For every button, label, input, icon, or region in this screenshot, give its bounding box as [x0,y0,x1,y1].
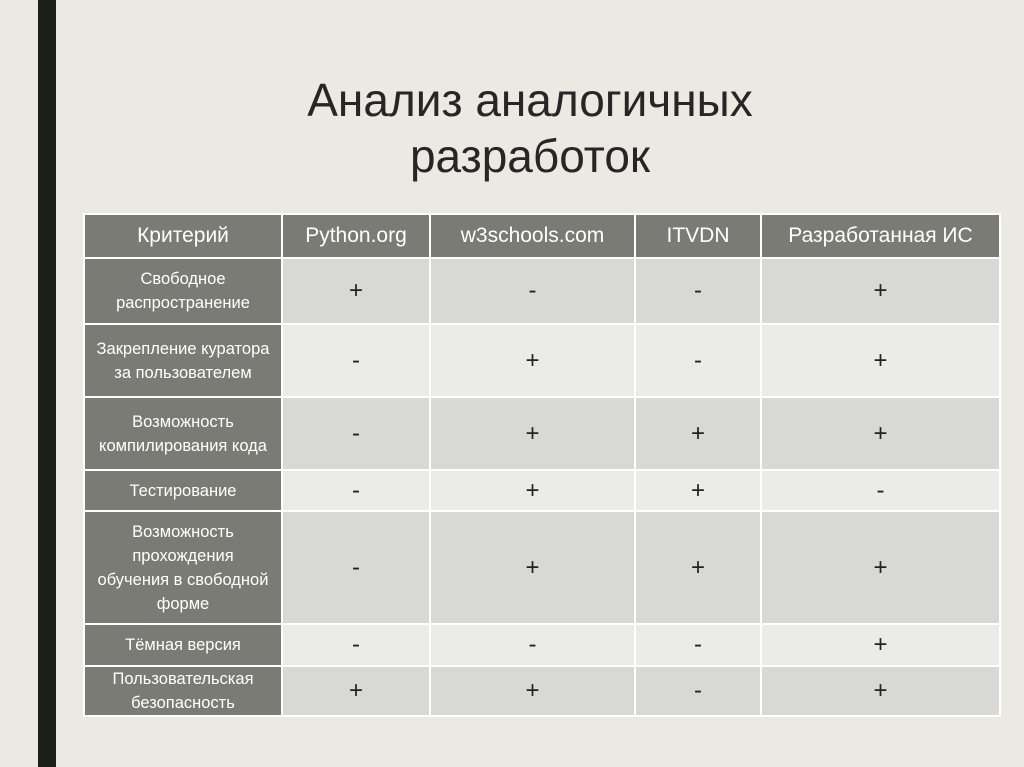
value-cell: + [430,511,635,624]
value-cell: + [761,511,1000,624]
value-cell: + [430,324,635,397]
header-criterion: Критерий [84,214,282,258]
value-cell: - [430,624,635,666]
value-cell: + [282,666,430,716]
value-cell: - [761,470,1000,511]
comparison-table [83,213,1001,717]
header-developed-is: Разработанная ИС [761,214,1000,258]
criterion-cell: Свободное распространение [84,258,282,324]
value-cell: - [635,324,761,397]
header-w3schools: w3schools.com [430,214,635,258]
slide-title [200,72,860,184]
table-row [84,258,1000,324]
table-row [84,397,1000,470]
value-cell: + [635,397,761,470]
value-cell: + [635,511,761,624]
value-cell: - [282,397,430,470]
slide-title-line-1: Анализ аналогичных [307,74,753,126]
value-cell: + [761,624,1000,666]
value-cell: - [282,324,430,397]
value-cell: - [635,666,761,716]
value-cell: + [761,258,1000,324]
side-accent-bar [38,0,56,767]
value-cell: + [430,666,635,716]
value-cell: - [635,258,761,324]
header-itvdn: ITVDN [635,214,761,258]
slide-title-line-2: разработок [409,130,651,182]
table-row [84,666,1000,716]
table-header-row [84,214,1000,258]
value-cell: + [761,666,1000,716]
table-row [84,324,1000,397]
criterion-cell: Тестирование [84,470,282,511]
value-cell: - [282,624,430,666]
table-row [84,624,1000,666]
value-cell: - [635,624,761,666]
criterion-cell: Пользовательская безопасность [84,666,282,716]
table-row [84,470,1000,511]
value-cell: - [282,470,430,511]
value-cell: - [430,258,635,324]
criterion-cell: Тёмная версия [84,624,282,666]
criterion-cell: Возможность компилирования кода [84,397,282,470]
value-cell: - [282,511,430,624]
value-cell: + [430,397,635,470]
value-cell: + [635,470,761,511]
criterion-cell: Возможность прохождения обучения в свободной форме [84,511,282,624]
criterion-cell: Закрепление куратора за пользователем [84,324,282,397]
table-row [84,511,1000,624]
value-cell: + [282,258,430,324]
value-cell: + [761,397,1000,470]
header-python-org: Python.org [282,214,430,258]
value-cell: + [761,324,1000,397]
value-cell: + [430,470,635,511]
